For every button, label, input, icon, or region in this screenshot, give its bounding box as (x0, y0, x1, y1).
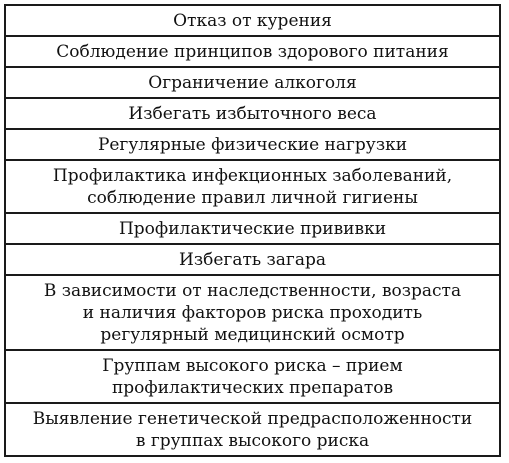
prevention-measures-table (4, 4, 501, 457)
table-cell-infection-prevention: Профилактика инфекционных заболеваний, соблюдение правил личной гигиены (5, 160, 500, 213)
table-row (5, 275, 500, 350)
table-row (5, 98, 500, 129)
table-row (5, 403, 500, 456)
table-row (5, 213, 500, 244)
table-row (5, 350, 500, 403)
table-cell-preventive-drugs: Группам высокого риска – прием профилактических препаратов (5, 350, 500, 403)
table-cell-avoid-tanning: Избегать загара (5, 244, 500, 275)
table-row (5, 67, 500, 98)
prevention-table-container (4, 4, 501, 457)
table-cell-vaccinations: Профилактические прививки (5, 213, 500, 244)
table-row (5, 244, 500, 275)
table-row (5, 5, 500, 36)
table-cell-avoid-overweight: Избегать избыточного веса (5, 98, 500, 129)
table-cell-medical-checkup: В зависимости от наследственности, возраста и наличия факторов риска проходить регулярный медицинский осмотр (5, 275, 500, 350)
table-cell-genetic-screening: Выявление генетической предрасположенности в группах высокого риска (5, 403, 500, 456)
table-cell-physical-activity: Регулярные физические нагрузки (5, 129, 500, 160)
table-cell-alcohol-limit: Ограничение алкоголя (5, 67, 500, 98)
table-row (5, 129, 500, 160)
table-row (5, 36, 500, 67)
table-cell-quit-smoking: Отказ от курения (5, 5, 500, 36)
table-cell-healthy-nutrition: Соблюдение принципов здорового питания (5, 36, 500, 67)
table-row (5, 160, 500, 213)
